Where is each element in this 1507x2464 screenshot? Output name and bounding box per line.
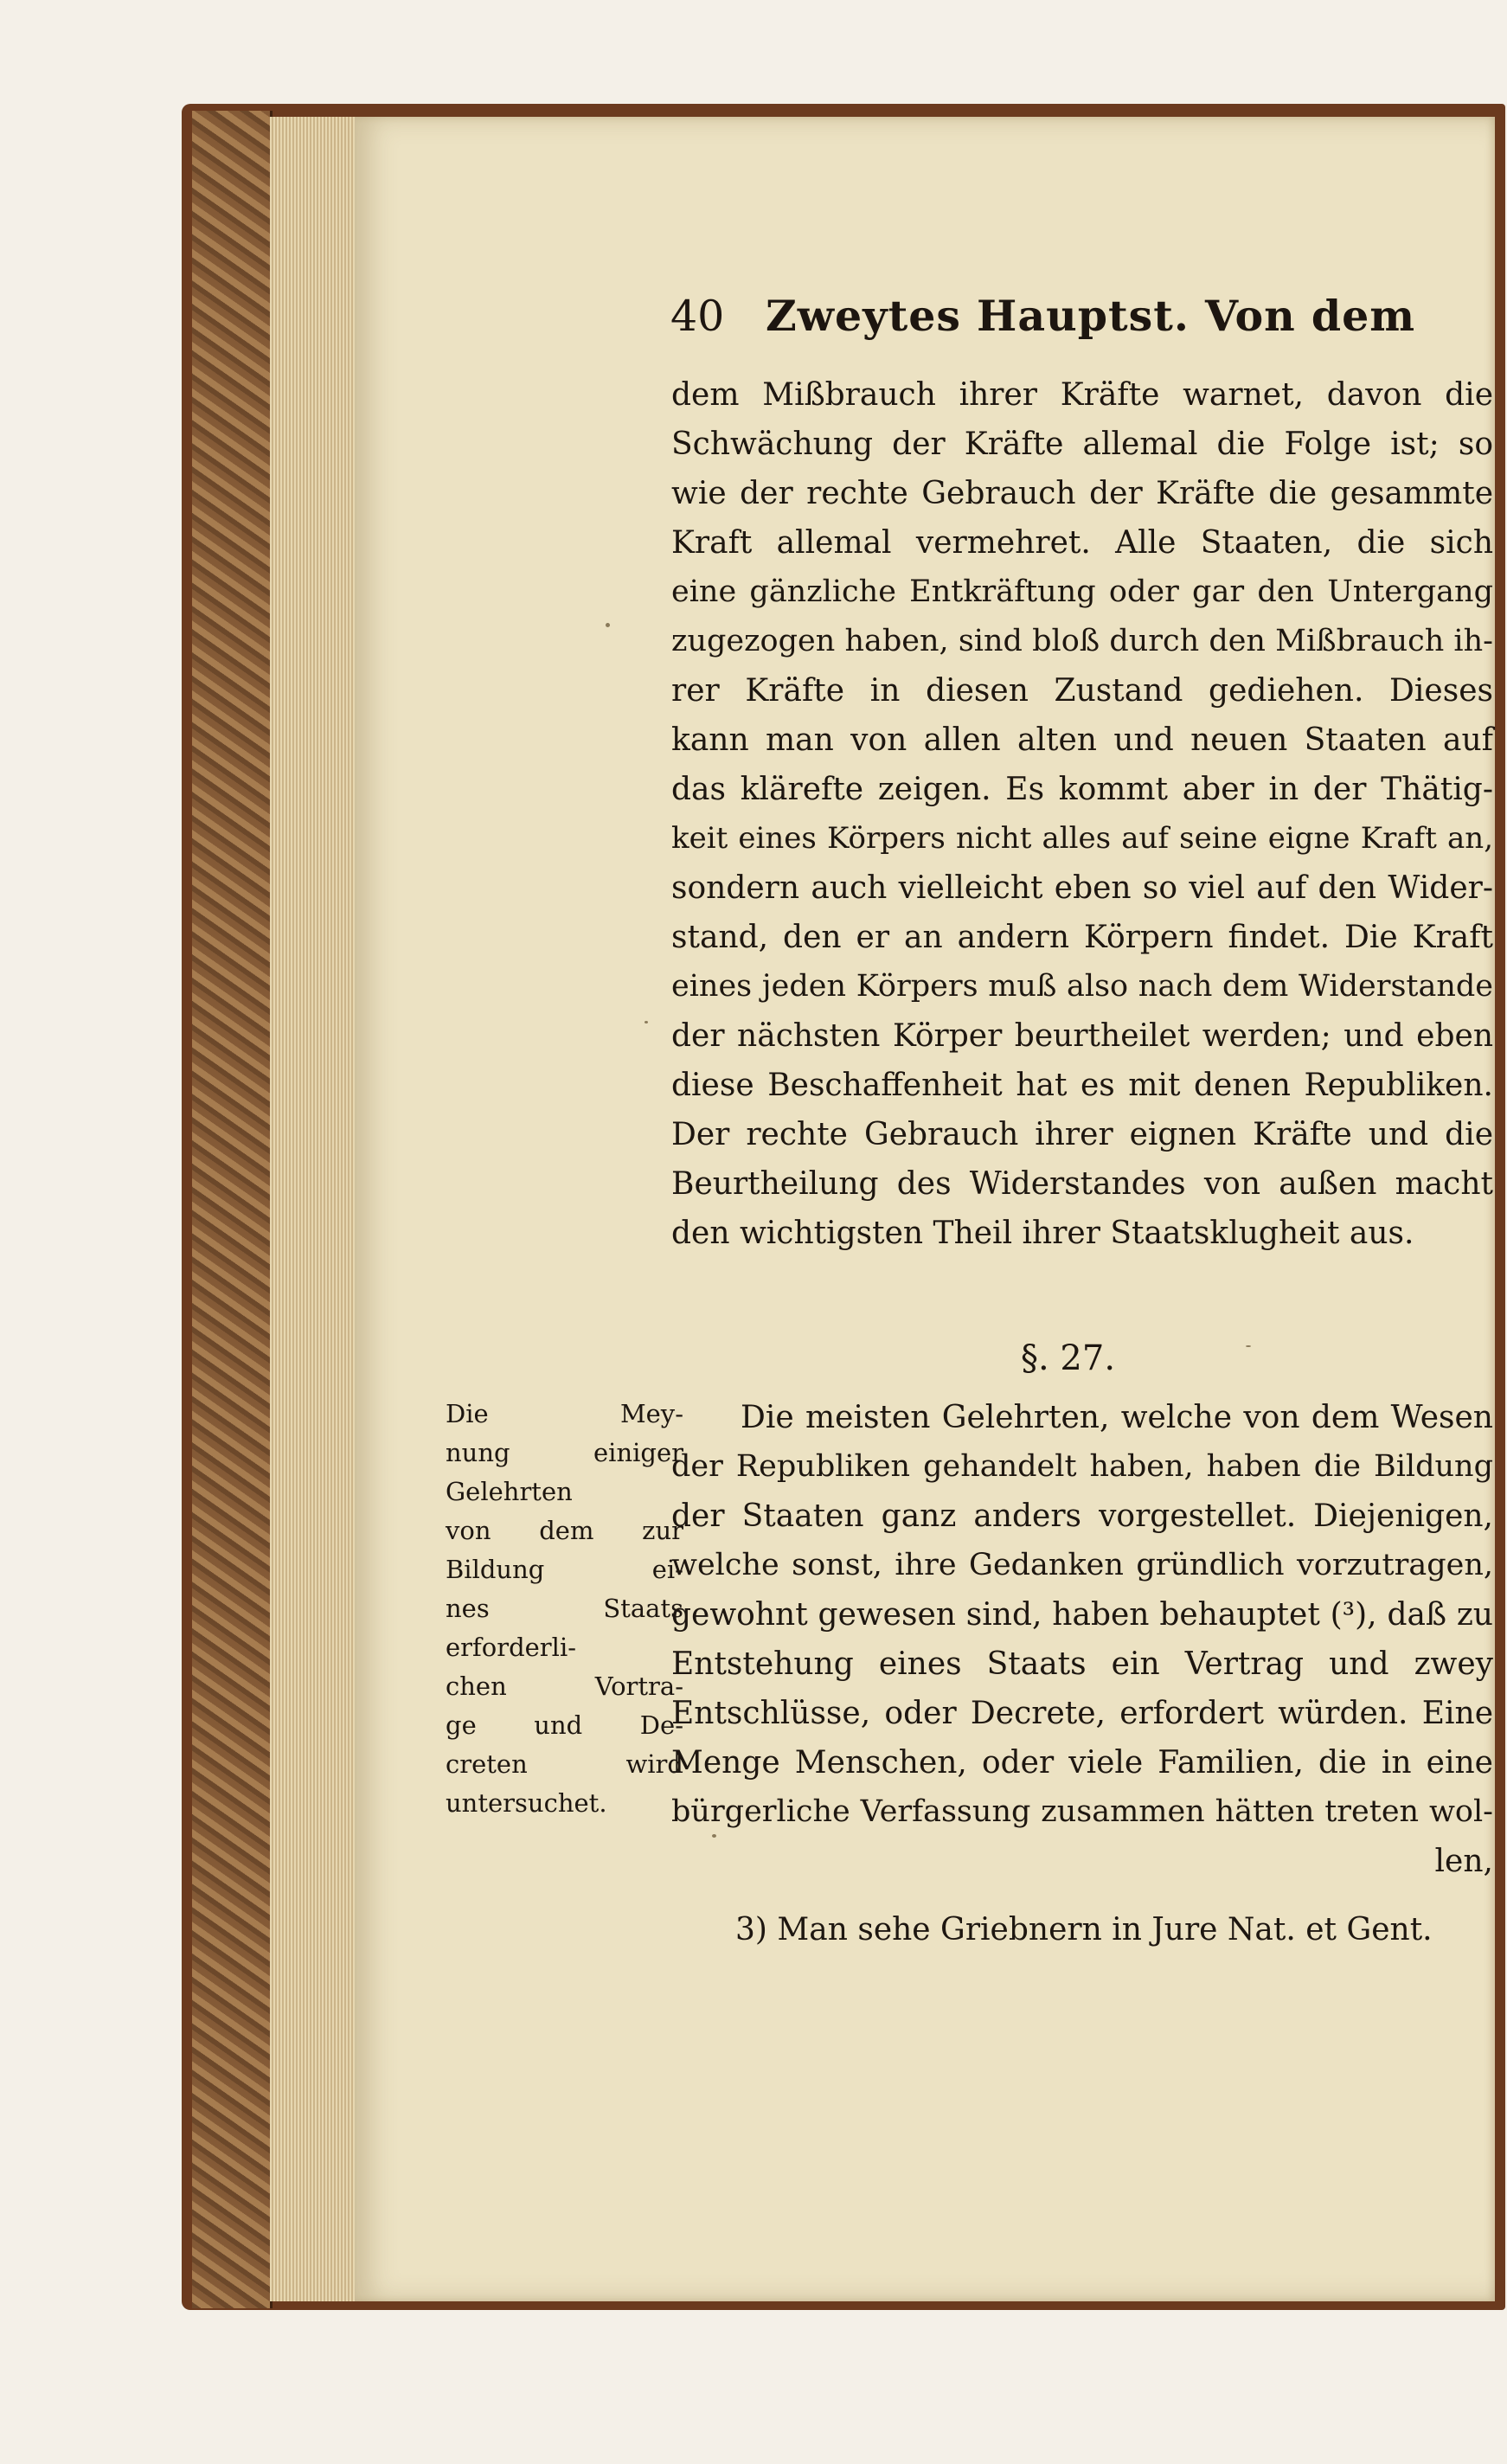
- text-line: den wichtigsten Theil ihrer Staatsklugheit aus.: [671, 1216, 1414, 1251]
- section-heading: §. 27.: [1021, 1338, 1116, 1378]
- marginal-line: ge und De-: [446, 1710, 683, 1740]
- text-line: gewohnt gewesen sind, haben behauptet (³), daß zu: [671, 1597, 1493, 1633]
- footnote: 3) Man sehe Griebnern in Jure Nat. et Gent.: [735, 1912, 1433, 1947]
- marginal-note: [446, 1395, 683, 1823]
- marginal-line: chen Vortra-: [446, 1672, 683, 1701]
- marginal-line: nung einiger: [446, 1438, 683, 1467]
- catchword: len,: [1434, 1844, 1493, 1879]
- running-head: [670, 286, 1416, 346]
- text-line: der Staaten ganz anders vorgestellet. Diejenigen,: [671, 1498, 1493, 1534]
- text-line: eine gänzliche Entkräftung oder gar den Untergang: [671, 574, 1493, 609]
- text-line: sondern auch vielleicht eben so viel auf den Wider-: [671, 870, 1493, 906]
- text-line: stand, den er an andern Körpern findet. Die Kraft: [671, 920, 1493, 955]
- text-line: Der rechte Gebrauch ihrer eignen Kräfte und die: [671, 1117, 1493, 1152]
- marginal-line: nes Staats: [446, 1594, 683, 1623]
- text-line: rer Kräfte in diesen Zustand gediehen. Dieses: [671, 673, 1493, 709]
- text-line: Entschlüsse, oder Decrete, erfordert würden. Eine: [671, 1696, 1493, 1731]
- text-line: zugezogen haben, sind bloß durch den Mißbrauch ih-: [671, 624, 1493, 658]
- marginal-line: untersuchet.: [446, 1788, 607, 1818]
- text-line: Kraft allemal vermehret. Alle Staaten, die sich: [671, 525, 1493, 561]
- text-line: welche sonst, ihre Gedanken gründlich vorzutragen,: [671, 1548, 1493, 1582]
- text-line: keit eines Körpers nicht alles auf seine eigne Kraft an,: [671, 821, 1493, 856]
- page-edges: [270, 117, 356, 2301]
- text-line: Schwächung der Kräfte allemal die Folge ist; so: [671, 427, 1493, 462]
- paper-speck: [644, 1021, 648, 1023]
- text-line: Beurtheilung des Widerstandes von außen macht: [671, 1166, 1493, 1202]
- paper-speck: [1246, 1345, 1251, 1347]
- marginal-line: erforderli-: [446, 1633, 577, 1662]
- paper-speck: [606, 623, 610, 627]
- text-line: dem Mißbrauch ihrer Kräfte warnet, davon die: [671, 377, 1493, 413]
- page-number: 40: [670, 292, 725, 341]
- paper-speck: [712, 1834, 716, 1838]
- marginal-line: Gelehrten: [446, 1477, 573, 1506]
- text-line: bürgerliche Verfassung zusammen hätten treten wol-: [671, 1794, 1493, 1829]
- marginal-line: von dem zur: [446, 1516, 683, 1545]
- marginal-line: creten wird: [446, 1749, 683, 1779]
- paragraph-2: [671, 1393, 1493, 1886]
- text-line: wie der rechte Gebrauch der Kräfte die gesammte: [671, 476, 1493, 511]
- running-head-title: Zweytes Hauptst. Von dem: [766, 291, 1416, 341]
- text-line: eines jeden Körpers muß also nach dem Widerstande: [671, 969, 1493, 1004]
- text-line: kann man von allen alten und neuen Staaten auf: [671, 722, 1493, 758]
- text-line: der nächsten Körper beurtheilet werden; und eben: [671, 1018, 1493, 1054]
- text-line: diese Beschaffenheit hat es mit denen Republiken.: [671, 1068, 1493, 1103]
- marbled-cover-edge: [192, 111, 273, 2308]
- marginal-line: Die Mey-: [446, 1399, 683, 1428]
- text-line: Die meisten Gelehrten, welche von dem Wesen: [741, 1400, 1493, 1435]
- marginal-line: Bildung ei-: [446, 1555, 683, 1584]
- text-line: Entstehung eines Staats ein Vertrag und zwey: [671, 1646, 1493, 1682]
- text-line: Menge Menschen, oder viele Familien, die in eine: [671, 1745, 1493, 1781]
- text-line: das klärefte zeigen. Es kommt aber in der Thätig-: [671, 772, 1493, 807]
- text-line: der Republiken gehandelt haben, haben die Bildung: [671, 1449, 1493, 1484]
- paragraph-1: [671, 370, 1493, 1258]
